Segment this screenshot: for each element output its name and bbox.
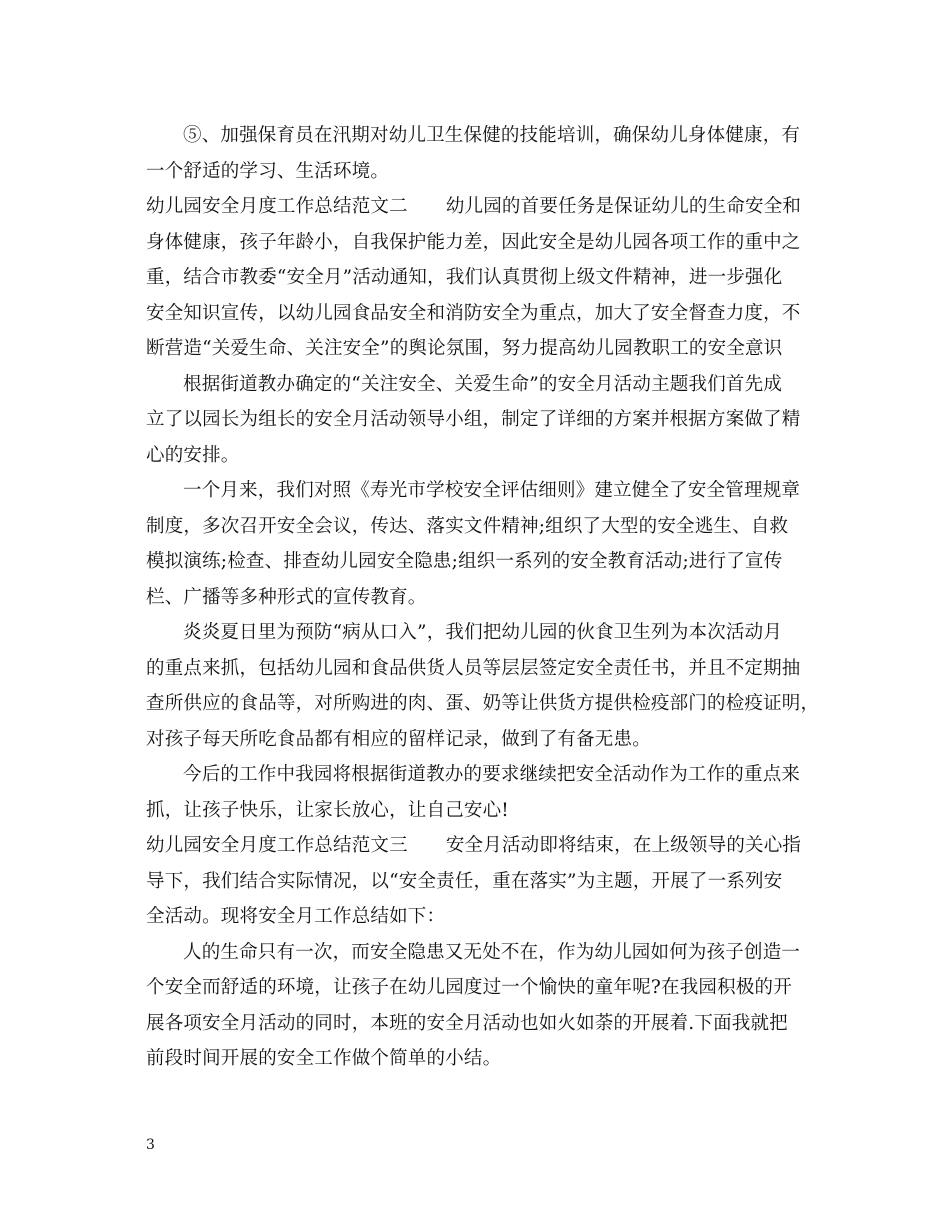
paragraph-text: 幼儿园的首要任务是保证幼儿的生命安全和: [445, 196, 802, 217]
paragraph-line: 今后的工作中我园将根据街道教办的要求继续把安全活动作为工作的重点来: [183, 764, 801, 785]
paragraph-line: 炎炎夏日里为预防“病从口入”，我们把幼儿园的伙食卫生列为本次活动月: [183, 622, 783, 643]
paragraph-line: 导下，我们结合实际情况，以“安全责任，重在落实”为主题，开展了一系列安: [146, 870, 783, 892]
paragraph-line: 展各项安全月活动的同时，本班的安全月活动也如火如荼的开展着.下面我就把: [146, 1012, 788, 1034]
paragraph-line: 人的生命只有一次，而安全隐患又无处不在，作为幼儿园如何为孩子创造一: [183, 941, 801, 963]
paragraph-line: 制度，多次召开安全会议，传达、落实文件精神;组织了大型的安全逃生、自救: [146, 515, 789, 537]
section-heading-line: [146, 828, 810, 864]
paragraph-line: ⑤、加强保育员在汛期对幼儿卫生保健的技能培训，确保幼儿身体健康，有: [183, 125, 801, 146]
page-number: 3: [146, 1137, 155, 1153]
paragraph-line: 根据街道教办确定的“关注安全、关爱生命”的安全月活动主题我们首先成: [183, 373, 783, 395]
paragraph-line: 的重点来抓，包括幼儿园和食品供货人员等层层签定安全责任书，并且不定期抽: [146, 657, 801, 679]
paragraph-line: 前段时间开展的安全工作做个简单的小结。: [146, 1048, 502, 1069]
paragraph-line: 一个月来，我们对照《寿光市学校安全评估细则》建立健全了安全管理规章: [183, 480, 801, 501]
document-body: [146, 118, 820, 1077]
section-heading-two: 幼儿园安全月度工作总结范文二: [146, 196, 408, 217]
paragraph-line: 模拟演练;检查、排查幼儿园安全隐患;组织一系列的安全教育活动;进行了宣传: [146, 551, 783, 572]
section-heading-three: 幼儿园安全月度工作总结范文三: [146, 835, 408, 856]
paragraph-line: 重，结合市教委“安全月”活动通知，我们认真贯彻上级文件精神，进一步强化: [146, 267, 783, 288]
paragraph-line: 个安全而舒适的环境，让孩子在幼儿园度过一个愉快的童年呢?在我园积极的开: [146, 977, 792, 998]
paragraph-line: 一个舒适的学习、生活环境。: [146, 160, 390, 182]
paragraph-line: 身体健康，孩子年龄小，自我保护能力差，因此安全是幼儿园各项工作的重中之: [146, 231, 801, 253]
paragraph-line: 栏、广播等多种形式的宣传教育。: [146, 586, 427, 608]
paragraph-line: 心的安排。: [146, 444, 240, 466]
paragraph-text: 安全月活动即将结束，在上级领导的关心指: [445, 835, 802, 856]
section-heading-line: [146, 189, 810, 225]
paragraph-line: 安全知识宣传，以幼儿园食品安全和消防安全为重点，加大了安全督查力度，不: [146, 302, 801, 324]
paragraph-line: 查所供应的食品等，对所购进的肉、蛋、奶等让供货方提供检疫部门的检疫证明，: [146, 693, 820, 714]
paragraph-line: 抓，让孩子快乐，让家长放心，让自己安心!: [146, 799, 509, 821]
paragraph-line: 对孩子每天所吃食品都有相应的留样记录，做到了有备无患。: [146, 728, 651, 750]
paragraph-line: 全活动。现将安全月工作总结如下：: [146, 906, 446, 927]
paragraph-line: 断营造“关爱生命、关注安全”的舆论氛围，努力提高幼儿园教职工的安全意识: [146, 338, 783, 359]
paragraph-line: 立了以园长为组长的安全月活动领导小组，制定了详细的方案并根据方案做了精: [146, 409, 801, 430]
